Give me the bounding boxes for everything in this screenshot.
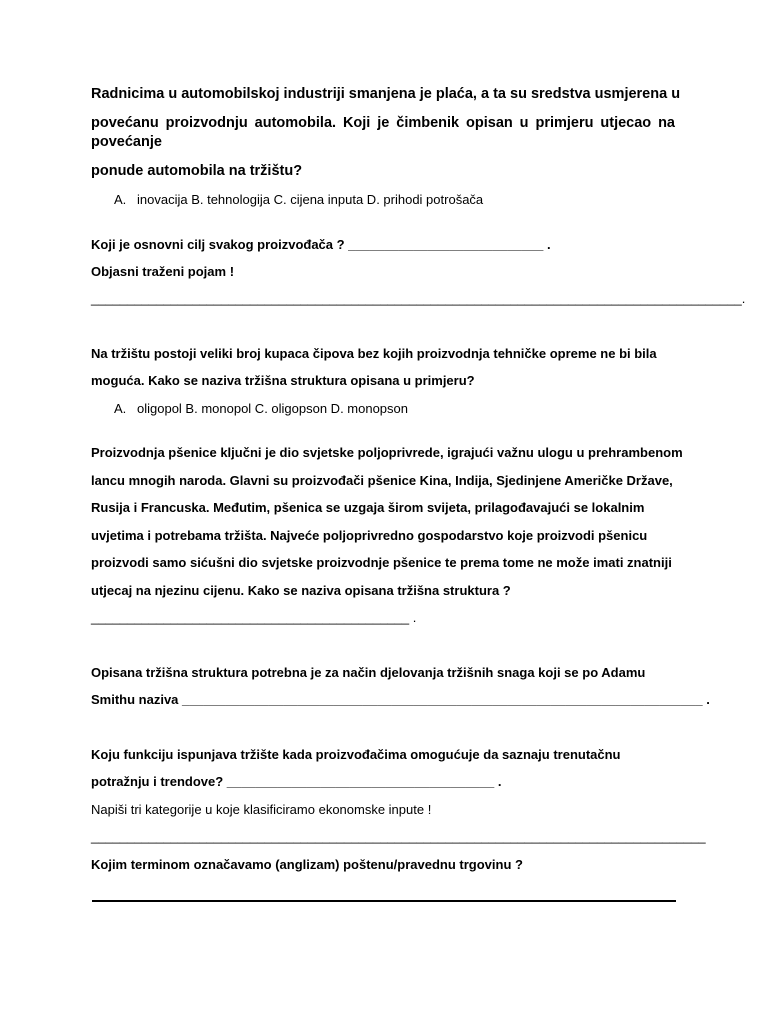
q2-answer-line: __________________________________________________________________________________________. xyxy=(91,291,746,306)
q3-options-text: oligopol B. monopol C. oligopson D. monopson xyxy=(137,401,409,416)
q3-option-label: A. xyxy=(114,401,127,416)
q7-line-1: Napiši tri kategorije u koje klasificiramo ekonomske inpute ! xyxy=(91,802,432,817)
q5-line-2: Smithu naziva ________________________________________________________________________ . xyxy=(91,692,710,707)
q3-line-2: moguća. Kako se naziva tržišna struktura opisana u primjeru? xyxy=(91,373,475,388)
q4-line-4: uvjetima i potrebama tržišta. Najveće poljoprivredno gospodarstvo koje proizvodi pšenicu xyxy=(91,528,648,543)
q3-line-1: Na tržištu postoji veliki broj kupaca čipova bez kojih proizvodnja tehničke opreme ne bi bila xyxy=(91,346,657,361)
q4-line-1: Proizvodnja pšenice ključni je dio svjetske poljoprivrede, igrajući važnu ulogu u prehrambenom xyxy=(91,445,683,460)
q4-line-3: Rusija i Francuska. Međutim, pšenica se uzgaja širom svijeta, prilagođavajući se lokalnim xyxy=(91,500,645,515)
q5-line-1: Opisana tržišna struktura potrebna je za način djelovanja tržišnih snaga koji se po Adamu xyxy=(91,665,646,680)
q3-options xyxy=(114,401,408,416)
q1-option-label: A. xyxy=(114,192,127,207)
q6-line-2: potražnju i trendove? _____________________________________ . xyxy=(91,774,502,789)
q8-answer-rule xyxy=(92,900,676,902)
q8-line-1: Kojim terminom označavamo (anglizam) poštenu/pravednu trgovinu ? xyxy=(91,857,523,872)
q1-line-3: povećanje xyxy=(91,134,162,150)
q2-line-2: Objasni traženi pojam ! xyxy=(91,264,235,279)
q1-line-2: povećanu proizvodnju automobila. Koji je čimbenik opisan u primjeru utjecao na xyxy=(91,115,675,131)
q4-line-5: proizvodi samo sićušni dio svjetske proizvodnje pšenice te prema tome ne može imati znatniji xyxy=(91,555,672,570)
q6-line-1: Koju funkciju ispunjava tržište kada proizvođačima omogućuje da saznaju trenutačnu xyxy=(91,747,621,762)
q7-answer-line: _____________________________________________________________________________________ xyxy=(91,829,706,844)
q1-line-1: Radnicima u automobilskoj industriji smanjena je plaća, a ta su sredstva usmjerena u xyxy=(91,86,681,102)
q1-line-4: ponude automobila na tržištu? xyxy=(91,163,303,179)
q4-line-6: utjecaj na njezinu cijenu. Kako se naziva opisana tržišna struktura ? xyxy=(91,583,511,598)
q4-answer-line: ____________________________________________ . xyxy=(91,610,417,625)
q2-line-1: Koji je osnovni cilj svakog proizvođača ? ___________________________ . xyxy=(91,237,551,252)
q1-options xyxy=(114,192,483,207)
q4-line-2: lancu mnogih naroda. Glavni su proizvođači pšenice Kina, Indija, Sjedinjene Američke Države, xyxy=(91,473,673,488)
q1-options-text: inovacija B. tehnologija C. cijena inputa D. prihodi potrošača xyxy=(137,192,484,207)
